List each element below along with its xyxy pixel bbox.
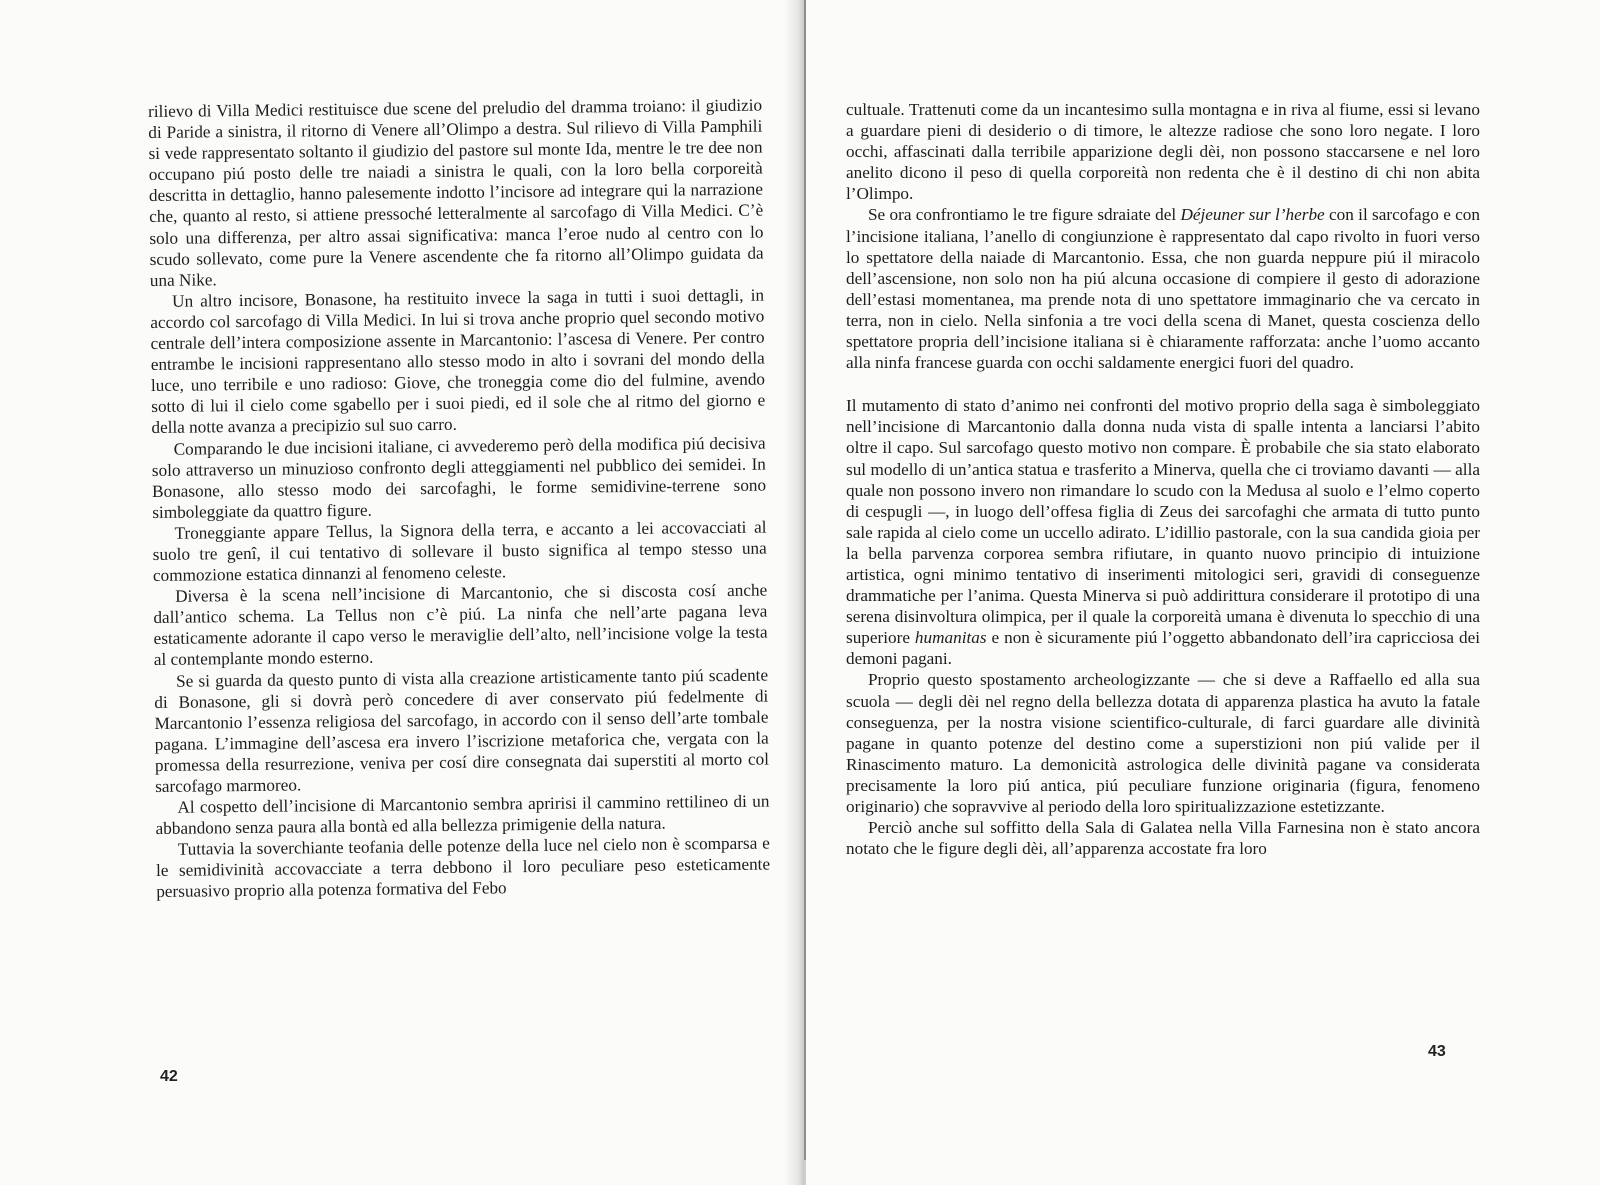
paragraph: Al cospetto dell’incisione di Marcantonio sembra apririsi il cammino rettilineo di un abbandono senza paura alla bontà ed alla bellezza primigenie della natura. [155,791,770,839]
page-number: 42 [160,1068,178,1085]
left-page-text [148,95,770,903]
italic-term: humanitas [914,628,987,648]
paragraph: Perciò anche sul soffitto della Sala di Galatea nella Villa Farnesina non è stato ancora notato che le figure degli dèi, all’apparenza accostate fra loro [846,818,1480,859]
paragraph [846,395,1480,669]
paragraph: Troneggiante appare Tellus, la Signora della terra, e accanto a lei accovacciati al suolo tre genî, il cui tentativo di sollevare il busto significa al tempo stesso una commozione estatica dinnanzi al fenomeno celeste. [152,517,767,586]
paragraph: Proprio questo spostamento archeologizzante — che si deve a Raffaello ed alla sua scuola — degli dèi nel regno della bellezza dotata di apparenza plastica ha avuto la fatale conseguenza, per la nostra visione scientifico-culturale, di farci guardare alle divinità pagane in quanto potenze del destino come a superstizioni non piú valide per il Rinascimento maturo. La demonicità astrologica delle divinità pagane va considerata precisamente la loro piú antica, piú peculiare funzione originaria (figura, fenomeno originario) che sopravvive al periodo della loro spiritualizzazione estetizzante. [846,670,1480,816]
text-run: con il sarcofago e con l’incisione italiana, l’anello di congiunzione è rappresentato dal capo rivolto in fuori verso lo spettatore della naiade di Marcantonio. Essa, che non guarda neppure piú il miracolo dell’ascensione, non solo non ha piú alcuna occasione di compiere il gesto di adorazione dell’estasi momentanea, ma prende nota di uno spettatore immaginario che va cercato in terra, non in cielo. Nella sinfonia a tre voci della scena di Manet, questa coscienza dello spettatore propria dell’incisione italiana si è chiaramente rafforzata: anche l’uomo accanto alla ninfa francese guarda con occhi saldamente energici fuori del quadro. [846,205,1480,373]
page-number: 43 [1428,1043,1446,1060]
italic-title: Déjeuner sur l’herbe [1180,205,1325,225]
right-page [806,0,1600,1185]
paragraph: Diversa è la scena nell’incisione di Marcantonio, che si discosta cosí anche dall’antico schema. La Tellus non c’è piú. La ninfa che nell’arte pagana leva estaticamente adorante il capo verso le meraviglie dell’alto, nell’incisione volge la testa al contemplante mondo esterno. [153,580,768,670]
paragraph: Tuttavia la soverchiante teofania delle potenze della luce nel cielo non è scomparsa e le semidivinità accovacciate a terra debbono il loro peculiare peso esteticamente persuasivo proprio alla potenza formativa del Febo [155,833,771,902]
right-page-text [846,99,1480,859]
text-run: Il mutamento di stato d’animo nei confronti del motivo proprio della saga è simboleggiato nell’incisione di Marcantonio dalla donna nuda vista di spalle intenta a lanciarsi l’abito oltre il capo. Sul sarcofago questo motivo non compare. È probabile che sia stato elaborato sul modello di un’antica statua e trasferito a Minerva, quella che ci troviamo davanti — alla quale non possono invero non rimandare lo scudo con la Medusa al suolo e l’elmo coperto di cespugli —, in luogo dell’offesa figlia di Zeus dei sarcofaghi che armata di tutto punto sale rapida al cielo come un uccello adirato. L’idillio pastorale, con la sua candida gioia per la bella parvenza corporea sembra rifiutare, in quanto nuovo principio di intuizione artistica, ogni minimo tentativo di inserimenti mitologici seri, gravidi di conseguenze drammatiche per l’anima. Questa Minerva si può addirittura considerare il prototipo di una serena disinvoltura olimpica, per il quale la corporeità umana è divenuta lo specchio di una superiore [846,396,1480,648]
paragraph: cultuale. Trattenuti come da un incantesimo sulla montagna e in riva al fiume, essi si levano a guardare pieni di desiderio o di timore, le altezze radiose che sono loro negate. I loro occhi, affascinati dalla terribile apparizione degli dèi, non possono staccarsene e nel loro anelito dicono il peso di quella corporeità non redenta che è il destino di chi non abita l’Olimpo. [846,100,1480,204]
paragraph: rilievo di Villa Medici restituisce due scene del preludio del dramma troiano: il giudizio di Paride a sinistra, il ritorno di Venere all’Olimpo a destra. Sul rilievo di Villa Pamphili si vede rappresentato soltanto il giudizio del pastore sul monte Ida, mentre le tre dee non occupano piú posto delle tre naiadi a sinistra le quali, con la loro bella corporeità descritta in dettaglio, hanno palesemente indotto l’incisore ad integrare qui la narrazione che, quanto al resto, si attiene pressoché letteralmente al sarcofago di Villa Medici. C’è solo una differenza, per altro assai significativa: manca l’eroe nudo al centro con lo scudo sollevato, come pure la Venere ascendente che fa ritorno all’Olimpo guidata da una Nike. [148,95,764,290]
paragraph: Comparando le due incisioni italiane, ci avvederemo però della modifica piú decisiva solo attraverso un minuzioso confronto degli atteggiamenti nel pubblico dei semidei. In Bonasone, allo stesso modo dei sarcofaghi, le forme semidivine-terrene sono simboleggiate da quattro figure. [151,433,767,522]
text-run: Se ora confrontiamo le tre figure sdraiate del [868,205,1181,225]
paragraph [846,204,1480,373]
paragraph: Un altro incisore, Bonasone, ha restituito invece la saga in tutti i suoi dettagli, in accordo col sarcofago di Villa Medici. In lui si trova anche proprio quel secondo motivo centrale dell’intera composizione assente in Marcantonio: l’ascesa di Venere. Per contro entrambe le incisioni rappresentano allo stesso modo in alto i sovrani del mondo della luce, uno terribile e uno radioso: Giove, che troneggia come dio del fulmine, avendo sotto di lui il cielo come sgabello per i suoi piedi, ed il sole che al ritmo del giorno e della notte avanza a precipizio sul suo carro. [150,285,766,438]
text-run: e non è sicuramente piú l’oggetto abbandonato dell’ira capricciosa dei demoni pagani. [846,628,1480,669]
paragraph: Se si guarda da questo punto di vista alla creazione artisticamente tanto piú scadente di Bonasone, gli si dovrà però concedere di aver conservato piú fedelmente di Marcantonio l’essenza religiosa del sarcofago, in accordo con il senso dell’arte tombale pagana. L’immagine dell’ascesa era invero l’iscrizione metaforica che, vergata con la promessa della resurrezione, veniva per cosí dire consegnata dai superstiti al morto col sarcofago marmoreo. [154,665,770,796]
